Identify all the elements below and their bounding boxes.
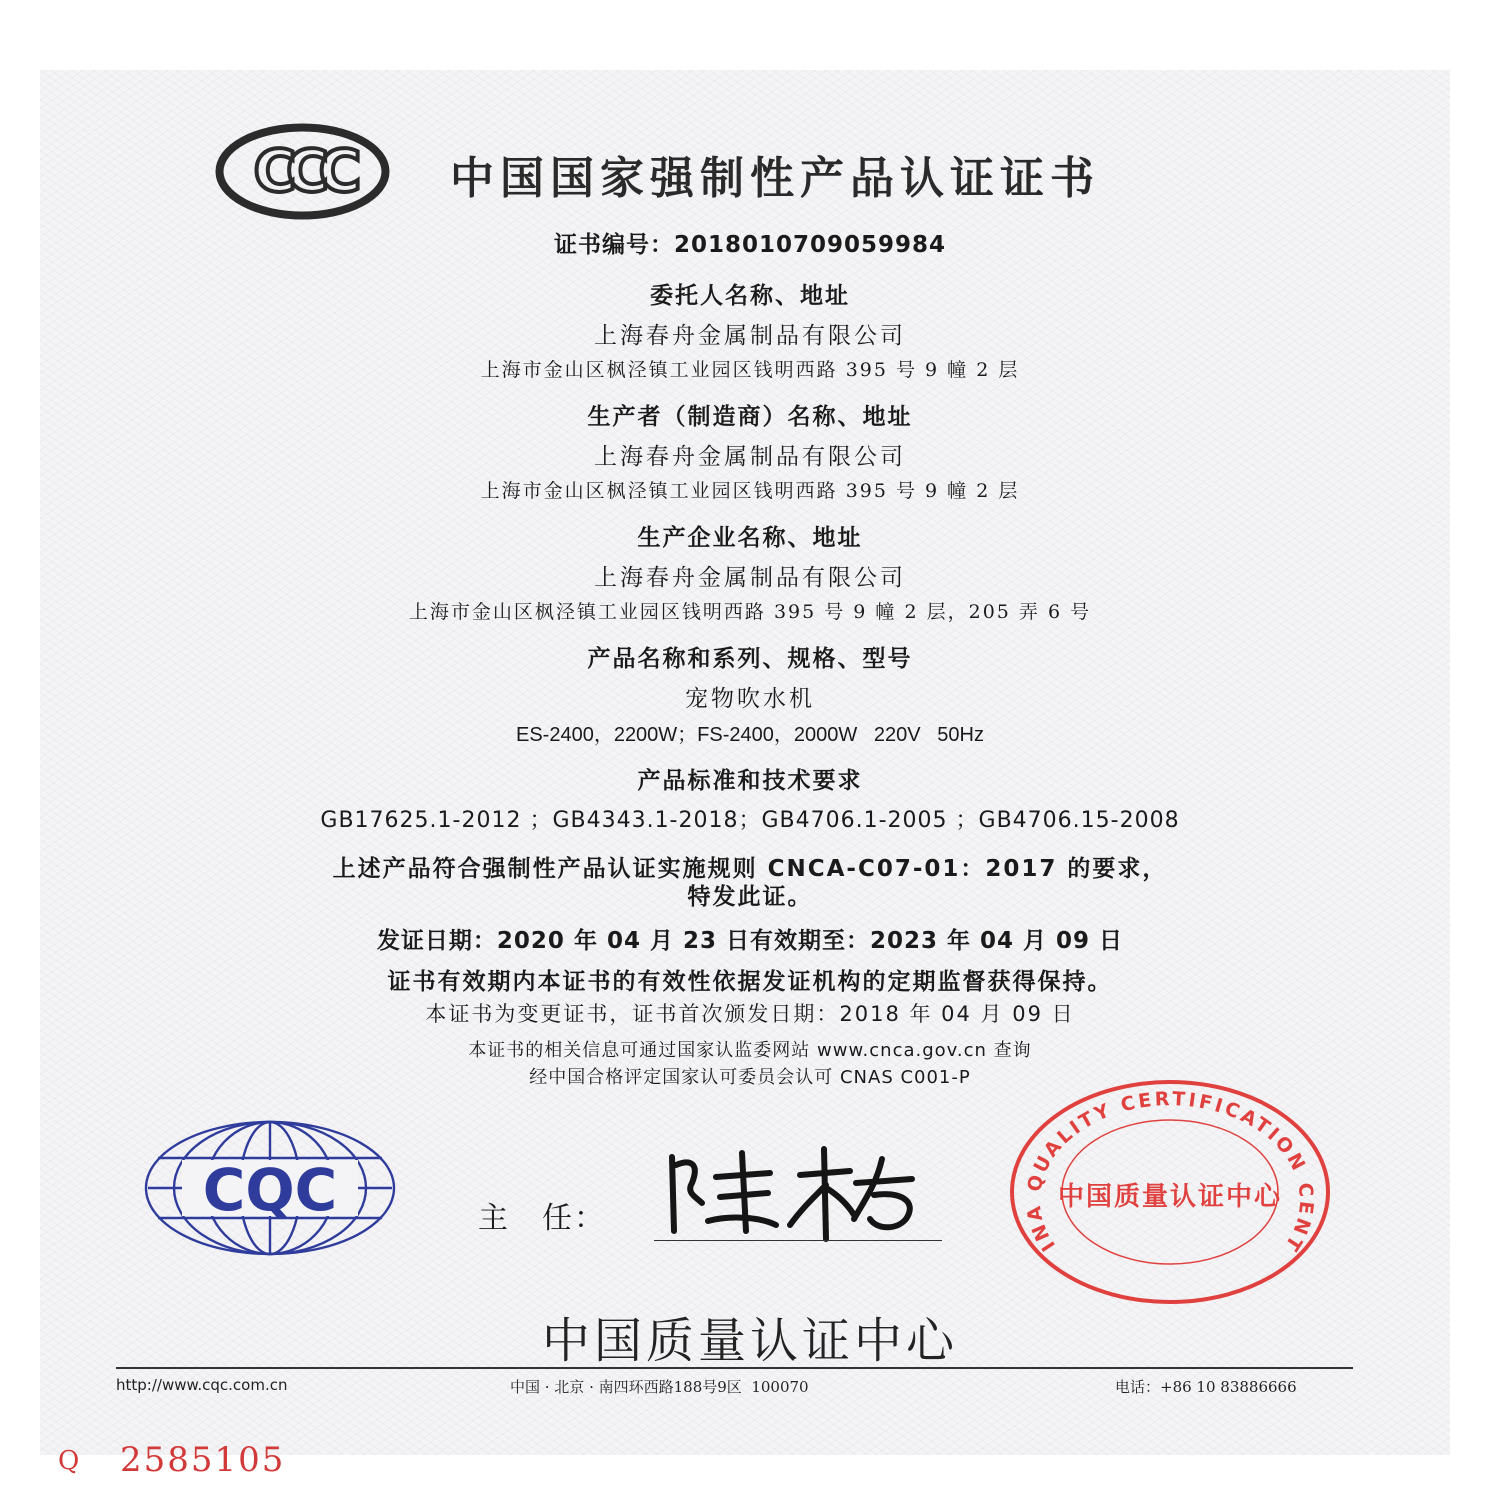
- footer-phone: 电话：+86 10 83886666: [1115, 1378, 1297, 1396]
- footer-divider: [116, 1367, 1353, 1369]
- ccc-logo: [215, 123, 390, 220]
- certificate-number: 证书编号：2018010709059984: [553, 232, 947, 258]
- issuer-name: 中国质量认证中心: [541, 1313, 958, 1369]
- product-name: 宠物吹水机: [685, 686, 815, 712]
- applicant-address: 上海市金山区枫泾镇工业园区钱明西路 395 号 9 幢 2 层: [480, 359, 1020, 381]
- certificate-title: 中国国家强制性产品认证证书: [450, 153, 1100, 204]
- conformity-line-2: 特发此证。: [687, 884, 813, 910]
- serial-prefix: Q: [58, 1446, 80, 1476]
- applicant-name: 上海春舟金属制品有限公司: [594, 323, 906, 349]
- product-models: ES-2400，2200W；FS-2400，2000W 220V 50Hz: [515, 724, 985, 746]
- manufacturer-heading: 生产者（制造商）名称、地址: [587, 404, 913, 430]
- serial-number: 2585105: [120, 1440, 286, 1480]
- footer-address: 中国 · 北京 · 南四环西路188号9区 100070: [510, 1378, 809, 1396]
- validity-note: 证书有效期内本证书的有效性依据发证机构的定期监督获得保持。: [387, 969, 1113, 995]
- footer-website: http://www.cqc.com.cn: [116, 1376, 288, 1394]
- issue-validity-dates: 发证日期：2020 年 04 月 23 日有效期至：2023 年 04 月 09 日: [376, 928, 1124, 954]
- factory-heading: 生产企业名称、地址: [637, 525, 863, 551]
- manufacturer-address: 上海市金山区枫泾镇工业园区钱明西路 395 号 9 幢 2 层: [480, 480, 1020, 502]
- factory-name: 上海春舟金属制品有限公司: [594, 565, 906, 591]
- manufacturer-name: 上海春舟金属制品有限公司: [594, 444, 906, 470]
- product-heading: 产品名称和系列、规格、型号: [587, 646, 913, 672]
- signature-line: [654, 1240, 942, 1241]
- accreditation-note: 经中国合格评定国家认可委员会认可 CNAS C001-P: [529, 1067, 971, 1088]
- standards-heading: 产品标准和技术要求: [637, 768, 863, 794]
- change-note: 本证书为变更证书，证书首次颁发日期：2018 年 04 月 09 日: [425, 1002, 1075, 1026]
- inquiry-note: 本证书的相关信息可通过国家认监委网站 www.cnca.gov.cn 查询: [468, 1040, 1032, 1061]
- applicant-heading: 委托人名称、地址: [650, 283, 850, 309]
- svg-text:CHINA QUALITY CERTIFICATION CE: INA QUALITY CERTIFICATION CENT: [1022, 1088, 1318, 1257]
- director-signature: [650, 1135, 950, 1250]
- svg-text:中国质量认证中心: 中国质量认证中心: [1057, 1182, 1283, 1212]
- svg-text:CCC: CCC: [253, 137, 352, 205]
- standards-list: GB17625.1-2012 ；GB4343.1-2018；GB4706.1-2005 ；GB4706.15-2008: [320, 808, 1180, 833]
- svg-text:CQC: CQC: [202, 1156, 338, 1224]
- factory-address: 上海市金山区枫泾镇工业园区钱明西路 395 号 9 幢 2 层，205 弄 6 号: [408, 601, 1092, 623]
- conformity-line-1: 上述产品符合强制性产品认证实施规则 CNCA-C07-01：2017 的要求，: [332, 856, 1168, 882]
- director-label: 主 任：: [478, 1201, 606, 1236]
- certification-seal: [1007, 1077, 1333, 1307]
- cqc-logo: [142, 1118, 398, 1258]
